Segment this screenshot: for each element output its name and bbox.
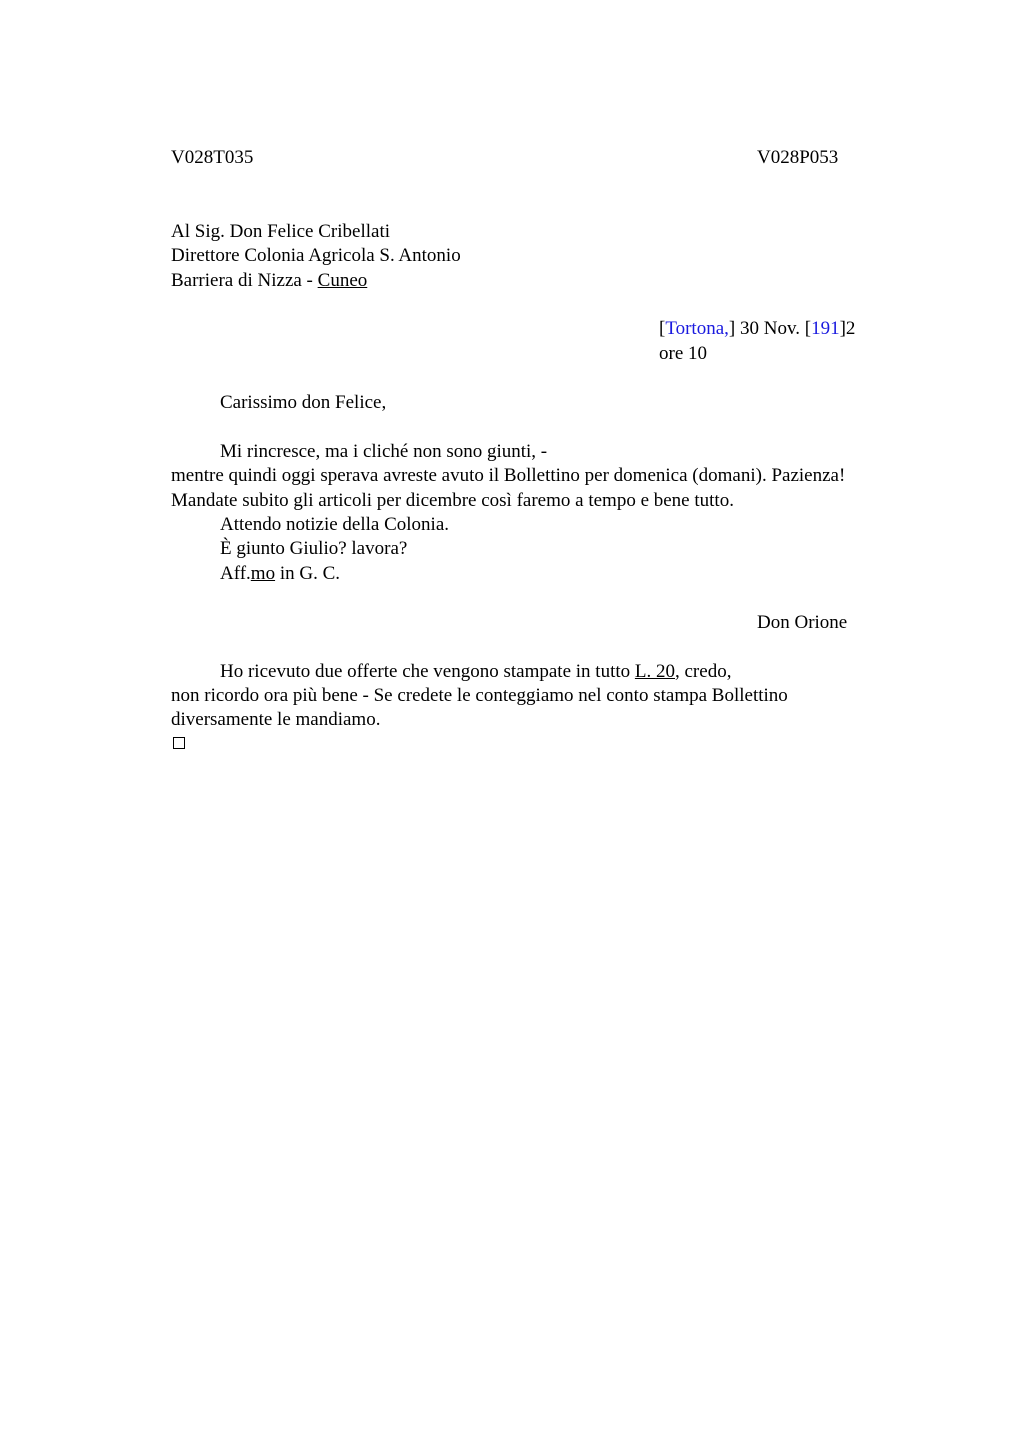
postscript-text-end: , credo, xyxy=(675,661,732,682)
address-street: Barriera di Nizza - xyxy=(171,270,318,291)
postscript-text: Ho ricevuto due offerte che vengono stampate in tutto xyxy=(220,661,635,682)
closing xyxy=(220,562,340,586)
dateline-date: ] 30 Nov. [ xyxy=(728,318,812,339)
body-line-3: Mandate subito gli articoli per dicembre così faremo a tempo e bene tutto. xyxy=(171,490,734,511)
dateline-place: Tortona, xyxy=(665,318,729,339)
salutation: Carissimo don Felice, xyxy=(220,392,387,413)
document-code-left: V028T035 xyxy=(171,147,254,168)
document-code-right: V028P053 xyxy=(757,147,839,168)
address-line-3 xyxy=(171,269,367,293)
dateline xyxy=(659,317,855,341)
body-line-4: Attendo notizie della Colonia. xyxy=(220,514,450,535)
address-city: Cuneo xyxy=(317,270,368,291)
postscript-line-3: diversamente le mandiamo. xyxy=(171,709,381,730)
postscript-line-2: non ricordo ora più bene - Se credete le conteggiamo nel conto stampa Bollettino xyxy=(171,685,788,706)
body-line-5: È giunto Giulio? lavora? xyxy=(220,538,408,559)
closing-prefix: Aff. xyxy=(220,563,251,584)
postscript-line-1 xyxy=(220,660,731,684)
postscript-amount: L. 20 xyxy=(634,661,675,682)
address-line-2: Direttore Colonia Agricola S. Antonio xyxy=(171,245,461,266)
address-line-1: Al Sig. Don Felice Cribellati xyxy=(171,221,391,242)
closing-suffix: in G. C. xyxy=(275,563,341,584)
body-line-2: mentre quindi oggi sperava avreste avuto il Bollettino per domenica (domani). Pazienza! xyxy=(171,465,846,486)
dateline-bracket-open: [ xyxy=(659,318,666,339)
dateline-time: ore 10 xyxy=(659,343,708,364)
dateline-year-part: 191 xyxy=(811,318,840,339)
closing-abbrev: mo xyxy=(250,563,276,584)
body-line-1: Mi rincresce, ma i cliché non sono giunti, - xyxy=(220,441,548,462)
dateline-year-end: ]2 xyxy=(839,318,856,339)
signature: Don Orione xyxy=(757,612,848,633)
end-marker-box-icon xyxy=(173,737,185,749)
